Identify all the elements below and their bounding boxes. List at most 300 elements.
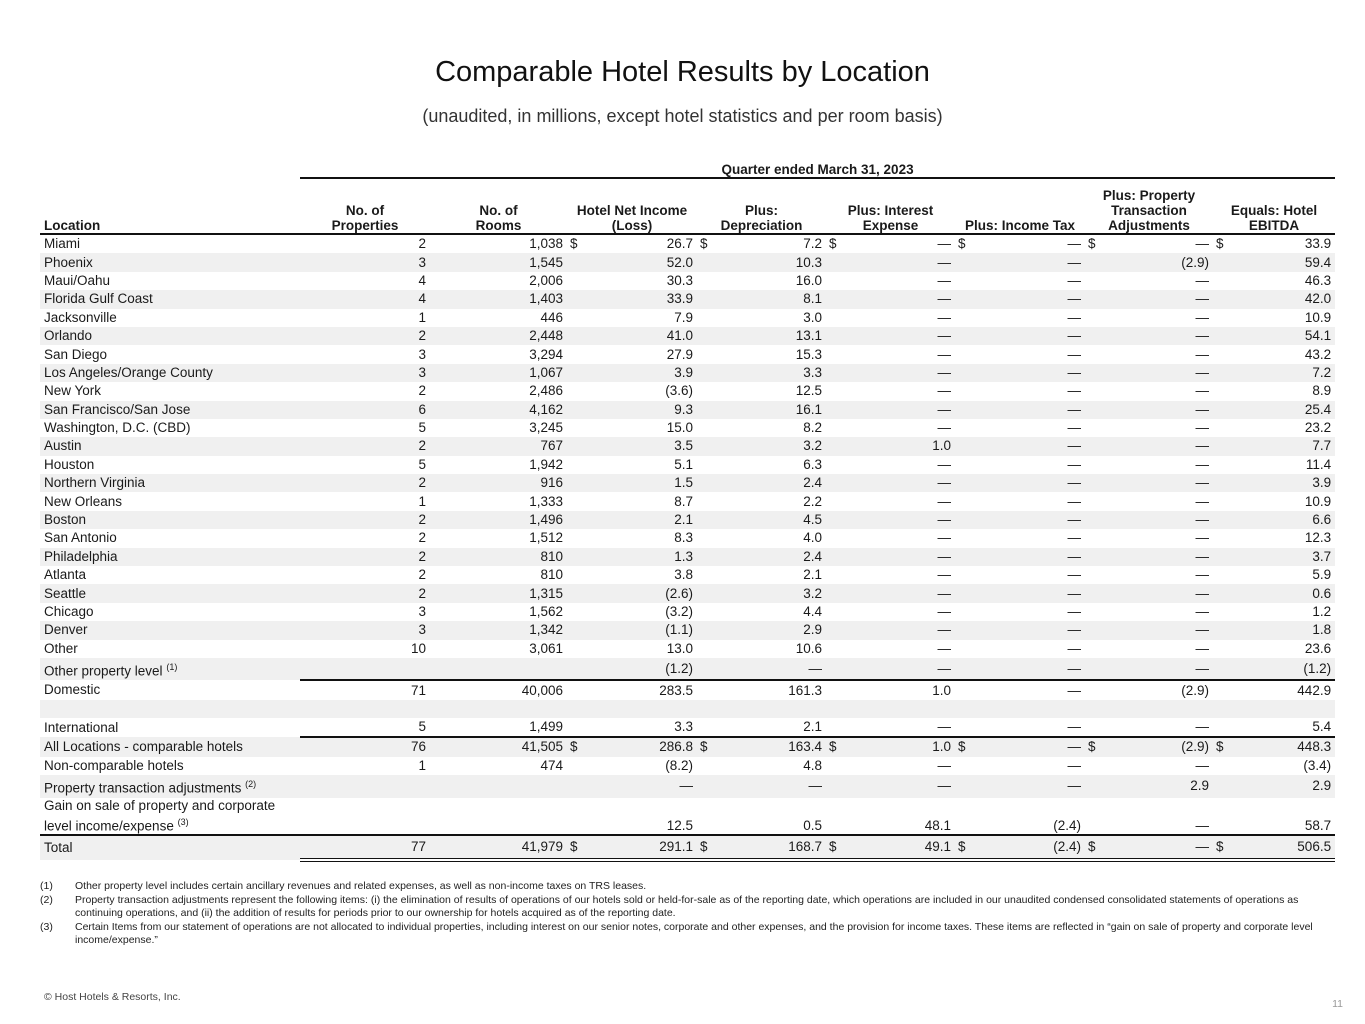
cell-ni: 1.3 (567, 548, 697, 566)
row-location: All Locations - comparable hotels (40, 737, 300, 756)
cell-ebitda: (1.2) (1213, 658, 1335, 681)
cell-rooms: 1,403 (430, 290, 567, 308)
cell-adj: — (1195, 383, 1209, 399)
table-row (40, 775, 1335, 798)
table-row (40, 584, 1335, 602)
cell-ebitda: 10.9 (1304, 493, 1332, 509)
cell-dep: 12.5 (795, 383, 822, 399)
cell-int: — (826, 364, 955, 382)
table-row (40, 621, 1335, 639)
cell-props: 3 (300, 253, 430, 271)
cell-adj: — (1195, 309, 1209, 325)
table-row (40, 474, 1335, 492)
cell-props: 2 (300, 474, 430, 492)
cell-props: 5 (418, 456, 426, 472)
cell-tax: — (1067, 604, 1081, 619)
cell-tax: (2.4) (1053, 818, 1081, 834)
table-row (40, 309, 1335, 327)
cell-ebitda: 1.8 (1213, 621, 1335, 639)
currency-symbol: $ (1088, 236, 1096, 252)
cell-ebitda: 23.2 (1304, 420, 1332, 436)
row-location: International (44, 719, 119, 735)
row-location: Maui/Oahu (44, 272, 111, 288)
cell-adj: — (1195, 456, 1209, 472)
cell-adj: — (1195, 567, 1209, 583)
cell-tax: $ — (955, 737, 1085, 756)
row-location: Gain on sale of property and corporate level income/expense $^{(3)}$ (44, 797, 276, 834)
cell-adj: — (1085, 364, 1213, 382)
cell-rooms: 810 (540, 567, 563, 583)
row-location: Northern Virginia (40, 474, 300, 492)
cell-tax: $ (2.4) (955, 835, 1085, 860)
cell-dep: 10.3 (697, 253, 826, 271)
cell-int: $ 49.1 (826, 835, 955, 860)
cell-ebitda: 7.7 (1213, 437, 1335, 455)
cell-ni: $ 286.8 (567, 737, 697, 756)
cell-adj: — (1085, 327, 1213, 345)
row-location: Jacksonville (44, 309, 117, 325)
table-row (40, 456, 1335, 474)
currency-symbol: $ (829, 236, 837, 252)
table-row (40, 327, 1335, 345)
currency-symbol: $ (570, 739, 578, 755)
cell-tax: — (1067, 383, 1081, 399)
cell-props: 2 (418, 383, 426, 399)
cell-ni: 27.9 (666, 346, 693, 362)
cell-rooms: 446 (540, 309, 563, 325)
table-row (40, 345, 1335, 363)
cell-props: 6 (300, 401, 430, 419)
cell-int: 1.0 (826, 437, 955, 455)
cell-int: — (826, 511, 955, 529)
cell-ni: $ 26.7 (570, 236, 693, 252)
cell-dep: 15.3 (795, 346, 822, 362)
currency-symbol: $ (700, 739, 708, 755)
currency-symbol: $ (829, 739, 837, 755)
cell-adj: — (1085, 474, 1213, 492)
cell-ebitda: 0.6 (1213, 584, 1335, 602)
cell-props: 2 (300, 511, 430, 529)
cell-tax: — (1067, 346, 1081, 362)
cell-adj: — (1195, 272, 1209, 288)
cell-tax: — (955, 327, 1085, 345)
cell-ebitda: 42.0 (1213, 290, 1335, 308)
cell-int: — (826, 548, 955, 566)
cell-int: — (937, 456, 951, 472)
table-row (40, 511, 1335, 529)
cell-ebitda: 3.9 (1213, 474, 1335, 492)
cell-adj: — (1085, 511, 1213, 529)
cell-rooms (430, 658, 567, 681)
cell-ebitda: 7.2 (1213, 364, 1335, 382)
cell-ebitda: 5.4 (1312, 719, 1332, 735)
cell-rooms: 1,038 (529, 236, 563, 252)
table-row (40, 529, 1335, 547)
table-row (40, 566, 1335, 584)
cell-int: — (826, 327, 955, 345)
currency-symbol: $ (1216, 739, 1224, 755)
cell-rooms: 1,496 (430, 511, 567, 529)
cell-ni: 283.5 (567, 680, 697, 699)
table-row (40, 658, 1335, 681)
page-subtitle: (unaudited, in millions, except hotel statistics and per room basis) (422, 106, 943, 126)
cell-dep: 3.3 (697, 364, 826, 382)
cell-ni: 13.0 (666, 640, 693, 656)
cell-props: 5 (418, 719, 426, 735)
cell-rooms: 916 (430, 474, 567, 492)
table-row (40, 272, 1335, 290)
cell-props: 1 (418, 493, 426, 509)
currency-symbol: $ (700, 839, 708, 855)
cell-ni: (1.1) (567, 621, 697, 639)
row-location: Orlando (40, 327, 300, 345)
cell-props (300, 798, 430, 836)
cell-ni: 8.3 (674, 530, 693, 546)
column-header-net-income: Hotel Net Income (Loss) (567, 178, 697, 234)
cell-int: — (826, 253, 955, 271)
column-header-depreciation: Plus: Depreciation (697, 178, 826, 234)
cell-rooms: 40,006 (430, 680, 567, 699)
column-header-location: Location (40, 178, 300, 234)
cell-adj: — (1085, 401, 1213, 419)
cell-props: 3 (418, 346, 426, 362)
cell-int: 48.1 (924, 818, 951, 834)
cell-tax: — (955, 584, 1085, 602)
cell-int: — (937, 420, 951, 436)
row-location: Washington, D.C. (CBD) (44, 420, 191, 436)
row-location: Chicago (44, 604, 94, 619)
cell-rooms: 3,061 (529, 640, 563, 656)
cell-ni: 30.3 (666, 272, 693, 288)
cell-rooms (430, 798, 567, 836)
row-location: New York (44, 383, 102, 399)
cell-props (300, 775, 430, 798)
cell-ni: 8.7 (674, 493, 693, 509)
cell-dep: 3.0 (803, 309, 822, 325)
currency-symbol: $ (958, 236, 966, 252)
cell-int: — (937, 719, 951, 735)
currency-symbol: $ (570, 839, 578, 855)
cell-tax: — (955, 658, 1085, 681)
column-header-properties: No. of Properties (300, 178, 430, 234)
cell-adj: — (1085, 548, 1213, 566)
cell-tax: — (955, 511, 1085, 529)
currency-symbol: $ (958, 839, 966, 855)
cell-rooms: 1,342 (430, 621, 567, 639)
cell-adj: — (1085, 584, 1213, 602)
cell-ebitda: 5.9 (1312, 567, 1332, 583)
cell-ebitda: 8.9 (1312, 383, 1332, 399)
cell-ni: 41.0 (567, 327, 697, 345)
cell-ni: 9.3 (567, 401, 697, 419)
row-location: Other property level $^{(1)}$ (40, 658, 300, 681)
cell-dep: — (697, 775, 826, 798)
cell-tax: — (1067, 309, 1081, 325)
row-location: Total (40, 835, 300, 860)
cell-ebitda: 2.9 (1213, 775, 1335, 798)
row-location: Miami (44, 236, 80, 252)
cell-tax: — (1067, 757, 1081, 773)
cell-rooms: 3,245 (529, 420, 563, 436)
cell-tax: — (955, 290, 1085, 308)
table-row (40, 718, 1335, 737)
currency-symbol: $ (958, 739, 966, 755)
cell-props: 1 (418, 309, 426, 325)
cell-int: 1.0 (826, 680, 955, 699)
cell-ni: (8.2) (665, 757, 693, 773)
row-location: Phoenix (40, 253, 300, 271)
cell-rooms: 1,067 (430, 364, 567, 382)
cell-int: — (937, 530, 951, 546)
cell-int: — (937, 757, 951, 773)
footnotes (40, 880, 1330, 948)
cell-ni: 1.5 (567, 474, 697, 492)
cell-tax: — (1067, 456, 1081, 472)
cell-dep: 2.1 (803, 567, 822, 583)
cell-ebitda: 10.9 (1304, 309, 1332, 325)
cell-dep: 16.1 (697, 401, 826, 419)
cell-rooms: 1,315 (430, 584, 567, 602)
row-location: San Diego (44, 346, 108, 362)
row-location: Atlanta (44, 567, 87, 583)
cell-int: — (937, 567, 951, 583)
cell-dep: 3.2 (697, 584, 826, 602)
cell-int: — (937, 604, 951, 619)
table-row (40, 419, 1335, 437)
cell-int: — (937, 640, 951, 656)
row-location: San Francisco/San Jose (40, 401, 300, 419)
table-row (40, 680, 1335, 699)
table-row (40, 640, 1335, 658)
cell-tax: — (955, 253, 1085, 271)
currency-symbol: $ (570, 236, 578, 252)
table-row (40, 382, 1335, 400)
footnote-1: (1) Other property level includes certain ancillary revenues and related expenses, as well as non-income taxes on TRS leases. (40, 880, 647, 892)
cell-dep: 161.3 (697, 680, 826, 699)
table-row (40, 737, 1335, 756)
cell-props: 2 (300, 437, 430, 455)
cell-int: — (937, 272, 951, 288)
cell-dep: 13.1 (697, 327, 826, 345)
footnote-3: (3) Certain Items from our statement of operations are not allocated to individual properties, including interest on our senior notes, corporate and other expenses, and the provision for income taxes. These items are reflected in “gain on sale of property and corporate level income/expense.” (40, 920, 1313, 946)
period-header: Quarter ended March 31, 2023 (300, 151, 1335, 178)
cell-tax: — (955, 474, 1085, 492)
cell-rooms: 3,294 (529, 346, 563, 362)
table-row (40, 234, 1335, 253)
cell-adj: — (1195, 420, 1209, 436)
cell-adj: — (1195, 757, 1209, 773)
currency-symbol: $ (829, 839, 837, 855)
currency-symbol: $ (1088, 739, 1096, 755)
cell-ni: 33.9 (567, 290, 697, 308)
table-row (40, 290, 1335, 308)
row-location: Austin (40, 437, 300, 455)
cell-dep: $ 163.4 (697, 737, 826, 756)
cell-ni: — (567, 775, 697, 798)
cell-tax: — (1067, 272, 1081, 288)
cell-int: $ — (829, 236, 951, 252)
cell-ebitda: 12.3 (1304, 530, 1332, 546)
row-location: Domestic (44, 682, 101, 698)
table-row (40, 757, 1335, 775)
row-location: Denver (40, 621, 300, 639)
cell-int: — (937, 493, 951, 509)
cell-props: 2 (418, 567, 426, 583)
cell-ni: 15.0 (666, 420, 693, 436)
footnote-2: (2) Property transaction adjustments represent the following items: (i) the elimination of results of operations of our hotels sold or held-for-sale as of the reporting date, which operations are included in our unaudited condensed consolidated statements of operations as continuing operations, and (ii) the addition of results for periods prior to our ownership for hotels acquired as of the reporting date. (40, 893, 1299, 919)
cell-props (300, 658, 430, 681)
row-location: Seattle (40, 584, 300, 602)
table-row (40, 798, 1335, 836)
cell-ebitda: 3.7 (1213, 548, 1335, 566)
cell-ebitda: $ 33.9 (1216, 236, 1332, 252)
table-row (40, 492, 1335, 510)
cell-ni: (3.2) (665, 604, 693, 619)
table-row (40, 437, 1335, 455)
cell-rooms: 810 (430, 548, 567, 566)
cell-adj: — (1195, 604, 1209, 619)
cell-props: 2 (418, 236, 426, 252)
cell-rooms: 1,333 (529, 493, 563, 509)
cell-tax: — (955, 775, 1085, 798)
cell-dep: 4.8 (803, 757, 822, 773)
cell-props: 76 (300, 737, 430, 756)
cell-ebitda: 25.4 (1213, 401, 1335, 419)
table-row (40, 253, 1335, 271)
cell-ni: 12.5 (666, 818, 693, 834)
cell-adj: — (1195, 530, 1209, 546)
currency-symbol: $ (1216, 236, 1224, 252)
cell-int: — (826, 401, 955, 419)
cell-adj: (2.9) (1085, 680, 1213, 699)
cell-int: — (937, 383, 951, 399)
cell-ni: 3.9 (567, 364, 697, 382)
cell-ebitda: $ 448.3 (1213, 737, 1335, 756)
cell-int: — (826, 775, 955, 798)
cell-dep: 3.2 (697, 437, 826, 455)
cell-adj: — (1085, 621, 1213, 639)
cell-dep: $ 168.7 (697, 835, 826, 860)
cell-ni: 2.1 (567, 511, 697, 529)
cell-props: 10 (410, 640, 426, 656)
cell-rooms: 41,505 (430, 737, 567, 756)
cell-rooms: 1,545 (430, 253, 567, 271)
cell-tax: — (1067, 420, 1081, 436)
cell-int: $ 1.0 (826, 737, 955, 756)
cell-dep: 8.1 (697, 290, 826, 308)
cell-ebitda: 46.3 (1304, 272, 1332, 288)
cell-ni: 52.0 (567, 253, 697, 271)
column-header-transaction: Plus: Property Transaction Adjustments (1085, 178, 1213, 234)
cell-rooms: 2,448 (430, 327, 567, 345)
cell-ebitda: 11.4 (1305, 456, 1332, 472)
cell-tax: — (1067, 530, 1081, 546)
currency-symbol: $ (1216, 839, 1224, 855)
cell-dep: 4.0 (803, 530, 822, 546)
cell-ebitda: 6.6 (1213, 511, 1335, 529)
cell-adj: 2.9 (1085, 775, 1213, 798)
cell-rooms: 41,979 (430, 835, 567, 860)
cell-rooms: 1,499 (529, 719, 563, 735)
cell-adj: — (1195, 818, 1209, 834)
cell-tax: — (1067, 640, 1081, 656)
row-location: Florida Gulf Coast (40, 290, 300, 308)
cell-ni: 7.9 (674, 309, 693, 325)
cell-adj: $ (2.9) (1085, 737, 1213, 756)
row-location: Non-comparable hotels (44, 757, 184, 773)
cell-ni: 3.3 (674, 719, 693, 735)
currency-symbol: $ (1088, 839, 1096, 855)
cell-dep: $ 7.2 (700, 236, 822, 252)
cell-ni: 5.1 (674, 456, 693, 472)
cell-tax: — (1067, 719, 1081, 735)
cell-ebitda: 54.1 (1213, 327, 1335, 345)
cell-dep: 6.3 (803, 456, 822, 472)
cell-adj: $ — (1088, 236, 1209, 252)
cell-tax: — (1067, 567, 1081, 583)
cell-ebitda: $ 506.5 (1213, 835, 1335, 860)
footnote-ref: (1) (166, 661, 178, 672)
cell-props: 3 (300, 621, 430, 639)
cell-rooms: 474 (540, 757, 563, 773)
cell-ebitda: 442.9 (1213, 680, 1335, 699)
cell-adj: — (1085, 437, 1213, 455)
cell-tax: — (955, 680, 1085, 699)
cell-rooms: 4,162 (430, 401, 567, 419)
cell-dep: 2.4 (697, 474, 826, 492)
row-location: Other (44, 640, 78, 656)
page-title: Comparable Hotel Results by Location (435, 56, 930, 88)
cell-props: 4 (300, 290, 430, 308)
cell-int: — (826, 658, 955, 681)
cell-adj: — (1195, 346, 1209, 362)
cell-props: 4 (418, 272, 426, 288)
cell-rooms: 1,512 (529, 530, 563, 546)
cell-rooms: 2,486 (529, 383, 563, 399)
cell-props: 3 (300, 364, 430, 382)
cell-tax: — (955, 364, 1085, 382)
cell-adj: — (1195, 493, 1209, 509)
cell-ni: (2.6) (567, 584, 697, 602)
cell-rooms (430, 775, 567, 798)
cell-dep: 2.4 (697, 548, 826, 566)
cell-rooms: 1,942 (529, 456, 563, 472)
cell-int: — (826, 290, 955, 308)
table-row (40, 835, 1335, 860)
row-location: New Orleans (44, 493, 123, 509)
cell-adj: — (1085, 290, 1213, 308)
cell-ebitda: 23.6 (1304, 640, 1332, 656)
cell-props: 2 (300, 584, 430, 602)
cell-int: — (937, 309, 951, 325)
column-header-rooms: No. of Rooms (430, 178, 567, 234)
column-header-ebitda: Equals: Hotel EBITDA (1213, 178, 1335, 234)
cell-dep: 0.5 (803, 818, 822, 834)
cell-dep: 2.1 (803, 719, 822, 735)
cell-props: 2 (300, 548, 430, 566)
currency-symbol: $ (700, 236, 708, 252)
table-row (40, 548, 1335, 566)
table-row (40, 401, 1335, 419)
cell-props: 5 (418, 420, 426, 436)
cell-ni: (3.6) (665, 383, 693, 399)
cell-ebitda: 1.2 (1312, 604, 1332, 619)
cell-adj: $ — (1085, 835, 1213, 860)
cell-int: — (937, 346, 951, 362)
hotel-results-table (40, 151, 1335, 862)
column-header-interest: Plus: Interest Expense (826, 178, 955, 234)
table-row (40, 364, 1335, 382)
